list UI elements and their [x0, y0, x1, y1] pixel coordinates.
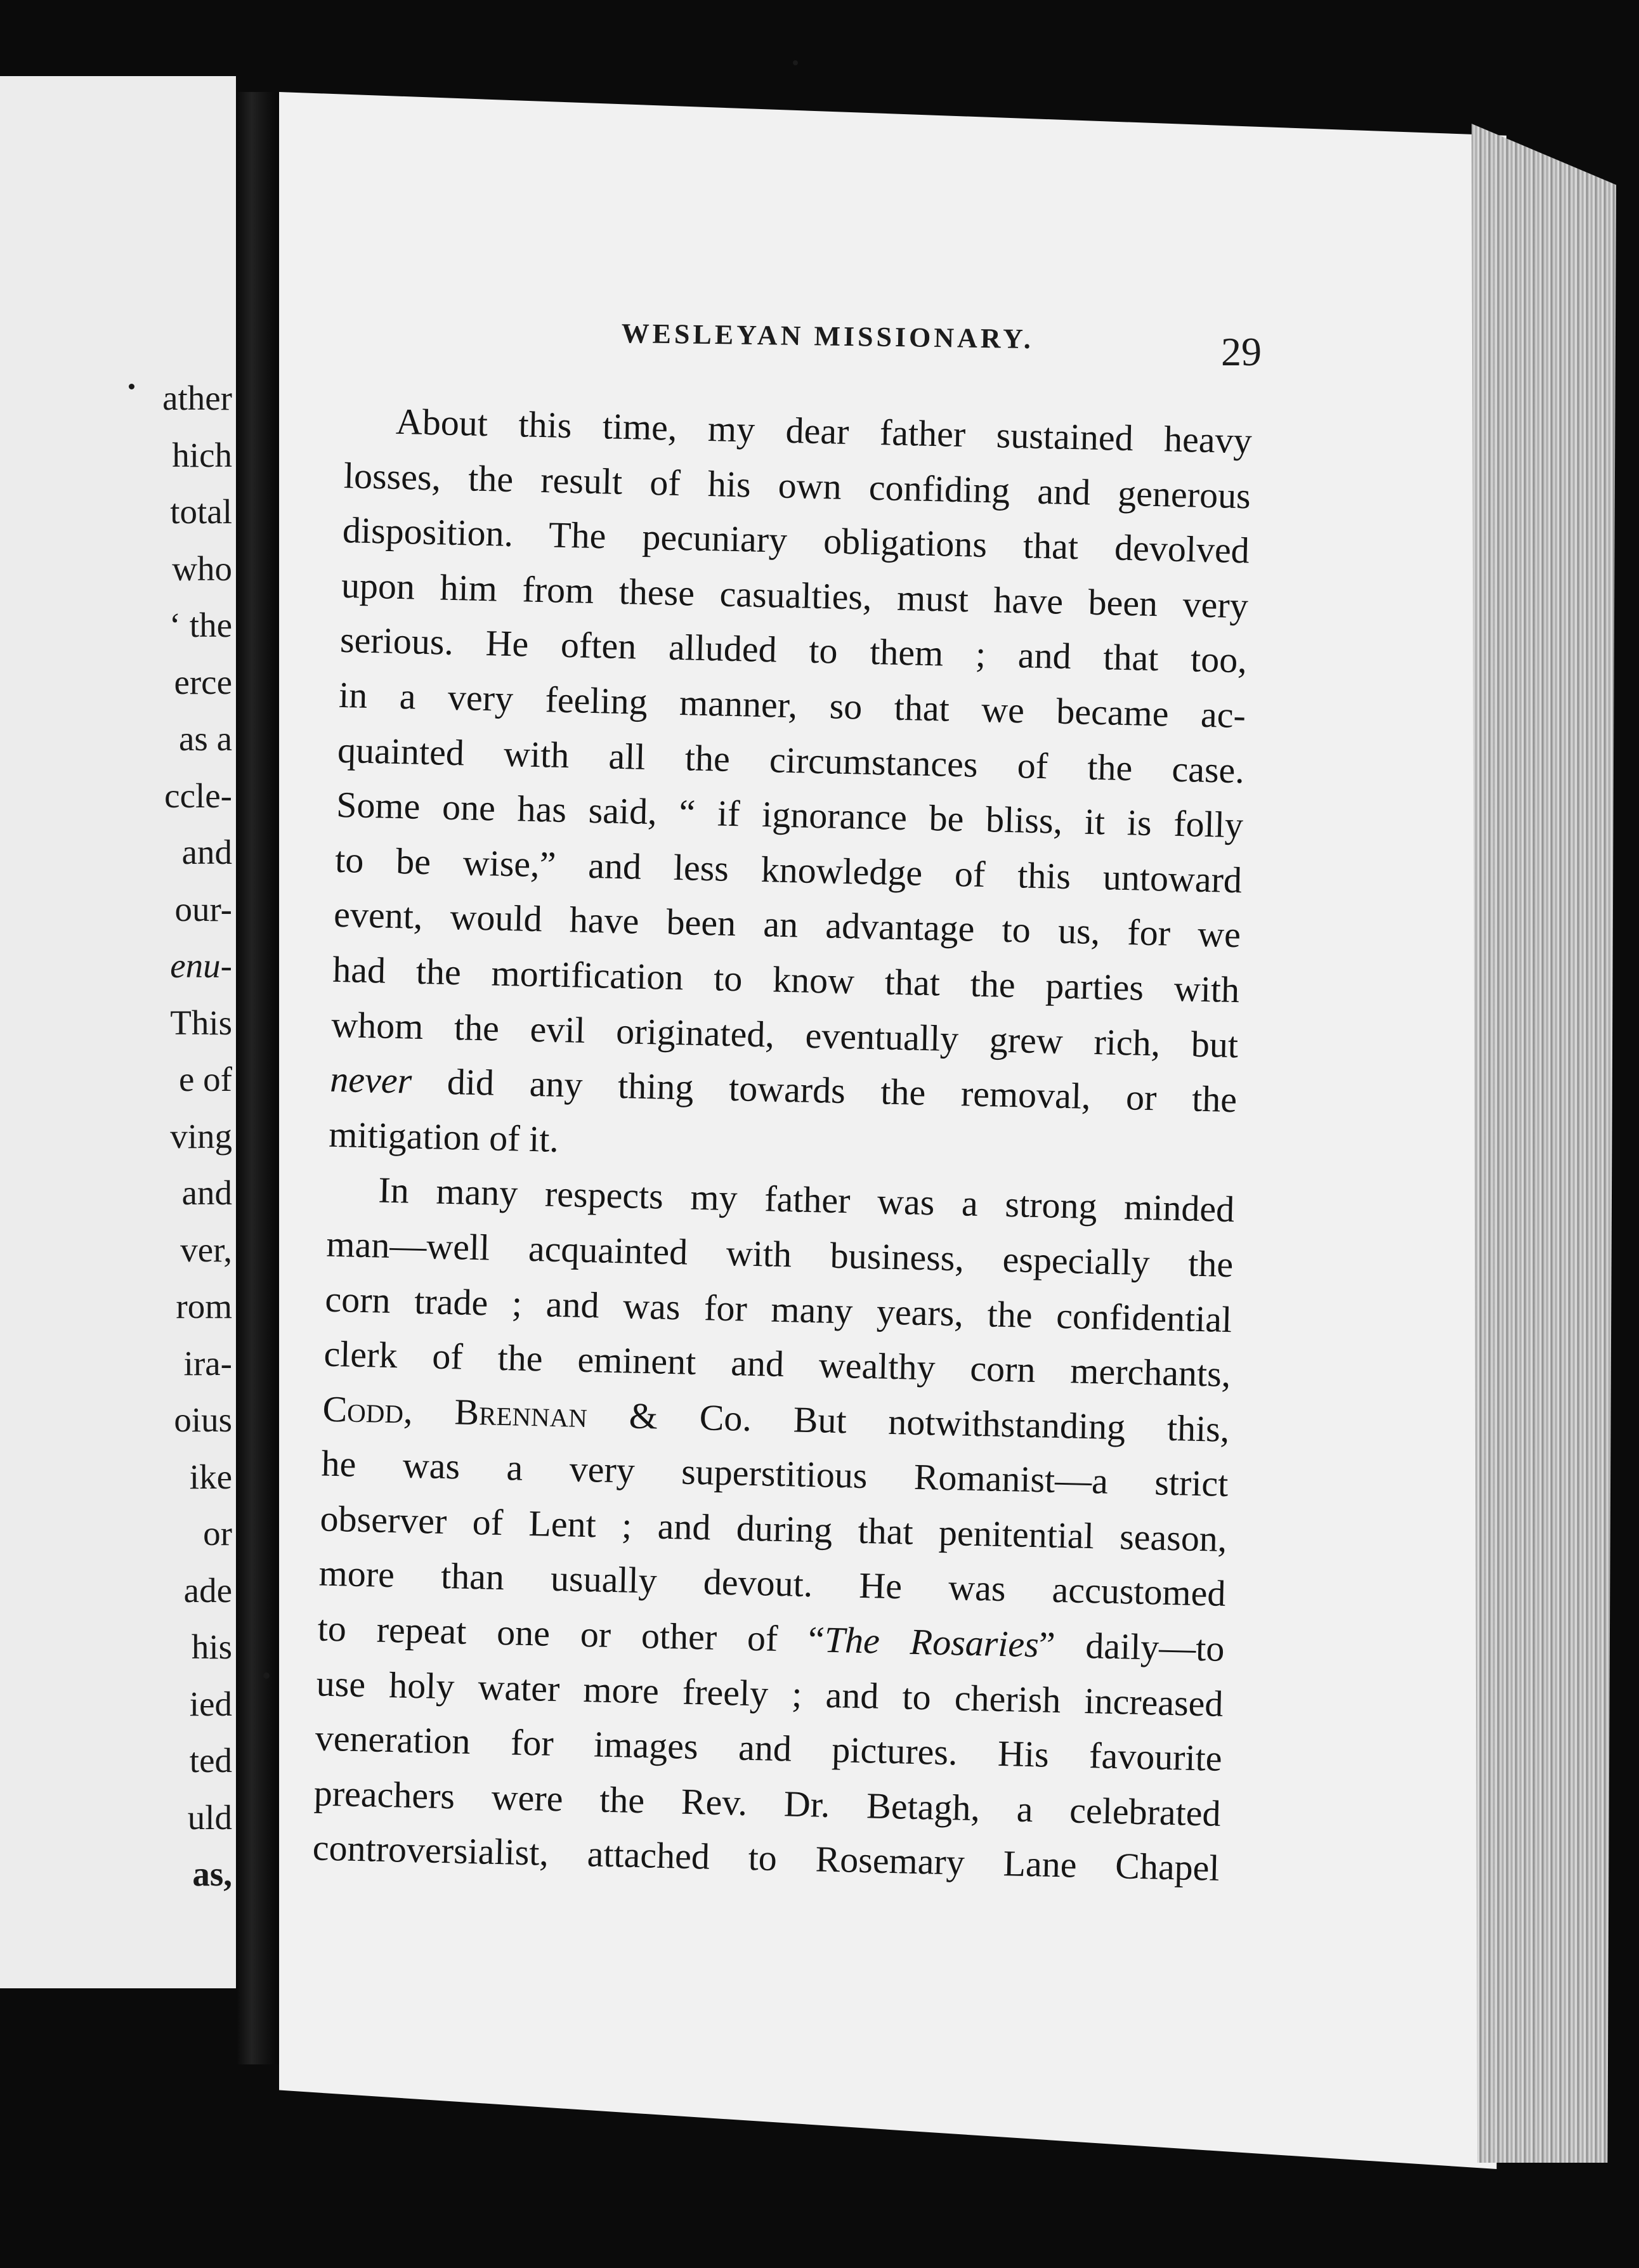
text-line: upon him from these casualties, must have been very [341, 564, 1249, 627]
text-line: controversialist, attached to Rosemary Lane Chapel [312, 1827, 1220, 1889]
italic-title: The Rosaries [824, 1619, 1040, 1665]
facing-page-fragment: uld [187, 1797, 232, 1837]
facing-page-fragment: total [170, 492, 232, 531]
text-line: whom the evil originated, eventually grew rich, but [330, 1003, 1239, 1066]
facing-page-fragment: ike [189, 1457, 232, 1496]
text-line-rest: did any thing towards the removal, or the [447, 1061, 1237, 1121]
text-line: man—well acquainted with business, especially the [325, 1223, 1234, 1285]
text-line: mitigation of it. [328, 1113, 559, 1160]
text-line: Some one has said, “ if ignorance be bliss, it is folly [336, 783, 1244, 846]
firm-name: Codd, Brennan [322, 1388, 588, 1435]
text-line: to be wise,” and less knowledge of this untoward [334, 838, 1243, 901]
text-line: losses, the result of his own confiding and generous [343, 454, 1251, 516]
facing-page-fragment: and [181, 1173, 232, 1212]
facing-page-fragment: oius [174, 1400, 232, 1439]
facing-page-fragment: as, [192, 1854, 232, 1893]
text-line-rest: & Co. But notwithstanding this, [629, 1395, 1231, 1450]
facing-page-fragment: rom [176, 1287, 232, 1326]
page-number: 29 [1221, 329, 1262, 374]
text-line-rest: ” daily—to [1038, 1624, 1225, 1669]
facing-page-fragment: hich [172, 435, 232, 474]
running-head: WESLEYAN MISSIONARY. [621, 317, 1035, 355]
facing-page-fragment: erce [174, 662, 232, 701]
facing-page-fragment: ver, [180, 1230, 232, 1269]
body-text [312, 393, 1253, 1896]
italic-word: never [329, 1058, 412, 1102]
facing-page-fragment: and [181, 833, 232, 871]
facing-page-fragment: enu- [170, 946, 232, 985]
text-line: In many respects my father was a strong minded [377, 1169, 1235, 1230]
ink-speck [793, 60, 798, 65]
facing-page-fragment: ccle- [164, 776, 232, 815]
facing-page-fragment: ade [183, 1570, 232, 1610]
text-line: quainted with all the circumstances of the case. [337, 729, 1245, 791]
text-line: in a very feeling manner, so that we became ac- [338, 674, 1246, 736]
text-line: more than usually devout. He was accustomed [318, 1552, 1227, 1615]
text-line: event, would have been an advantage to us, for we [333, 894, 1241, 956]
facing-page-fragment: ied [189, 1684, 232, 1723]
facing-page-fragment: ira- [183, 1343, 232, 1383]
facing-page-fragment: ted [189, 1741, 232, 1780]
ink-speck [129, 384, 134, 389]
text-line: observer of Lent ; and during that penitential season, [320, 1497, 1228, 1560]
text-line: use holy water more freely ; and to cherish increased [316, 1662, 1224, 1724]
text-line: serious. He often alluded to them ; and that too, [339, 619, 1248, 681]
facing-page-fragment: as a [179, 719, 232, 758]
text-line: corn trade ; and was for many years, the confidential [324, 1278, 1232, 1340]
text-line: preachers were the Rev. Dr. Betagh, a celebrated [313, 1772, 1222, 1834]
facing-page-fragment: e of [179, 1060, 232, 1098]
page-edges [1472, 124, 1616, 2163]
facing-page-fragment: or [203, 1514, 232, 1553]
facing-page-fragment: ather [162, 379, 232, 417]
text-line: veneration for images and pictures. His favourite [315, 1717, 1223, 1780]
text-line: disposition. The pecuniary obligations that devolved [342, 509, 1250, 571]
facing-page-fragment: This [170, 1003, 232, 1042]
text-line: had the mortification to know that the parties with [332, 948, 1240, 1011]
text-line: he was a very superstitious Romanist—a strict [320, 1442, 1229, 1505]
text-line: clerk of the eminent and wealthy corn merchants, [323, 1333, 1232, 1395]
facing-page-fragment: who [172, 549, 232, 588]
text-line-start: to repeat one or other of “ [317, 1607, 825, 1660]
facing-page-fragment: his [191, 1627, 232, 1666]
ink-speck [263, 1672, 270, 1679]
facing-page-fragment: ‘ the [169, 606, 232, 644]
text-line: About this time, my dear father sustained heavy [395, 400, 1253, 462]
facing-page-fragment: our- [174, 889, 232, 929]
facing-page-fragment: ving [170, 1116, 232, 1156]
